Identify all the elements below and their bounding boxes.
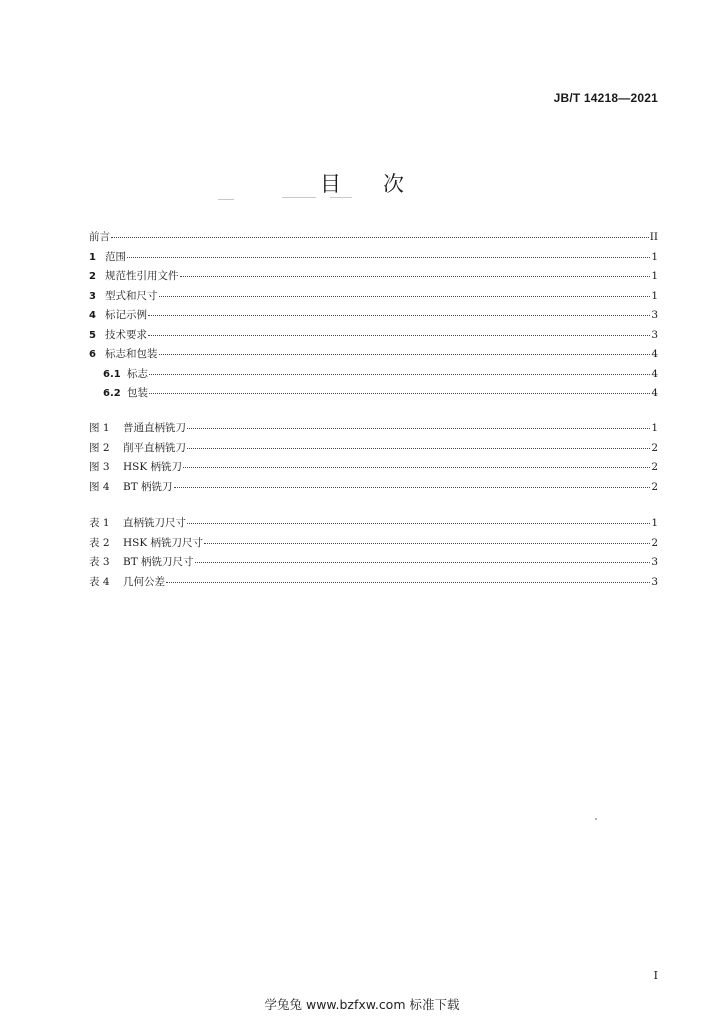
toc-entry-number: 图 4	[89, 480, 110, 493]
toc-entry-number: 表 3	[89, 556, 110, 568]
toc-entry-number: 1	[89, 251, 96, 263]
toc-entry-label: HSK 柄铣刀	[123, 461, 183, 473]
dot-leader	[195, 562, 651, 563]
toc-tables	[89, 514, 658, 592]
toc-entry-page: 4	[651, 367, 658, 380]
toc-entry-page: 3	[651, 309, 658, 321]
toc-entry-number: 图 2	[89, 441, 110, 454]
toc-entry-page: 4	[651, 387, 658, 399]
toc-entry-number: 图 3	[89, 461, 110, 473]
toc-entry[interactable]	[89, 534, 658, 554]
toc-entry-number: 3	[89, 290, 96, 302]
toc-entry-number: 6.1	[103, 368, 121, 380]
toc-entry-page: 4	[651, 348, 658, 360]
toc-entry-page: 1	[651, 517, 658, 529]
toc-entry[interactable]	[89, 326, 658, 346]
toc-entry-page: 2	[651, 480, 658, 493]
toc-entry-label: 标记示例	[105, 309, 147, 321]
page-title: 目 次	[320, 172, 404, 196]
toc-entry-page: 2	[651, 441, 658, 454]
dot-leader	[149, 374, 650, 375]
scan-artifact-line	[282, 197, 316, 198]
dot-leader	[187, 523, 650, 524]
toc-entry[interactable]	[89, 514, 658, 534]
toc-entry[interactable]	[89, 573, 658, 593]
toc-entry-label: 削平直柄铣刀	[123, 441, 186, 454]
dot-leader	[159, 296, 651, 297]
toc-entry-label: 范围	[105, 250, 126, 263]
toc-entry-number: 表 4	[89, 575, 110, 588]
dot-leader	[180, 276, 651, 277]
toc-entry-number: 5	[89, 329, 96, 341]
toc-entry-label: 型式和尺寸	[105, 289, 158, 302]
toc-entry-label: HSK 柄铣刀尺寸	[123, 536, 204, 549]
dot-leader	[148, 315, 650, 316]
toc-entry-page: 3	[651, 556, 658, 568]
toc-sections	[89, 228, 658, 404]
toc-entry[interactable]	[89, 228, 658, 248]
toc-entry-page: 2	[651, 536, 658, 549]
toc-entry-number: 4	[89, 310, 96, 321]
toc-entry-label: 前言	[89, 231, 110, 243]
toc-entry[interactable]	[89, 287, 658, 307]
page-number: I	[653, 969, 658, 982]
dot-leader	[166, 582, 650, 583]
scan-artifact-line	[218, 199, 234, 200]
toc-entry-label: BT 柄铣刀	[123, 480, 173, 493]
toc-entry-page: 1	[651, 250, 658, 263]
toc-entry-number: 6.2	[103, 388, 121, 399]
toc-entry[interactable]	[89, 553, 658, 573]
toc-entry-page: 1	[651, 289, 658, 302]
dot-leader	[148, 335, 650, 336]
toc-entry-number: 表 1	[89, 517, 110, 529]
toc-entry-page: II	[649, 231, 658, 243]
footer-watermark: 学兔兔 www.bzfxw.com 标准下载	[264, 997, 460, 1012]
dot-leader	[111, 237, 649, 238]
dot-leader	[204, 543, 650, 544]
toc-entry[interactable]	[89, 248, 658, 268]
dot-leader	[149, 393, 650, 394]
toc-entry-number: 图 1	[89, 422, 110, 434]
toc-entry-page: 2	[651, 461, 658, 473]
toc-entry-label: 技术要求	[105, 328, 147, 341]
toc-entry-number: 6	[89, 349, 96, 360]
toc-entry[interactable]	[89, 439, 658, 459]
dot-leader	[187, 448, 650, 449]
toc-entry-label: 标志	[127, 367, 148, 380]
toc-entry-label: 几何公差	[123, 575, 165, 588]
toc-entry-page: 1	[651, 270, 658, 282]
toc-entry-label: 标志和包装	[105, 348, 158, 360]
toc-entry[interactable]	[89, 306, 658, 326]
toc-entry[interactable]	[89, 267, 658, 287]
scan-artifact-line	[330, 197, 352, 198]
standard-code: JB/T 14218—2021	[553, 91, 658, 105]
toc-entry[interactable]	[89, 365, 658, 385]
dot-leader	[127, 257, 650, 258]
dot-leader	[174, 487, 651, 488]
toc-entry-page: 1	[651, 422, 658, 434]
toc-entry-label: 规范性引用文件	[105, 270, 179, 282]
scan-speck	[595, 818, 597, 820]
dot-leader	[187, 428, 650, 429]
dot-leader	[159, 354, 651, 355]
toc-entry-label: BT 柄铣刀尺寸	[123, 556, 194, 568]
toc-entry-label: 普通直柄铣刀	[123, 422, 186, 434]
toc-entry[interactable]	[89, 345, 658, 365]
toc-entry[interactable]	[89, 384, 658, 404]
toc-figures	[89, 419, 658, 497]
toc-entry-label: 直柄铣刀尺寸	[123, 517, 186, 529]
toc-entry-page: 3	[651, 328, 658, 341]
toc-entry-number: 2	[89, 271, 96, 282]
toc-entry-label: 包装	[127, 387, 148, 399]
toc-entry-page: 3	[651, 575, 658, 588]
toc-entry[interactable]	[89, 458, 658, 478]
toc-entry[interactable]	[89, 478, 658, 498]
toc-entry-number: 表 2	[89, 536, 110, 549]
dot-leader	[183, 467, 650, 468]
toc-entry[interactable]	[89, 419, 658, 439]
